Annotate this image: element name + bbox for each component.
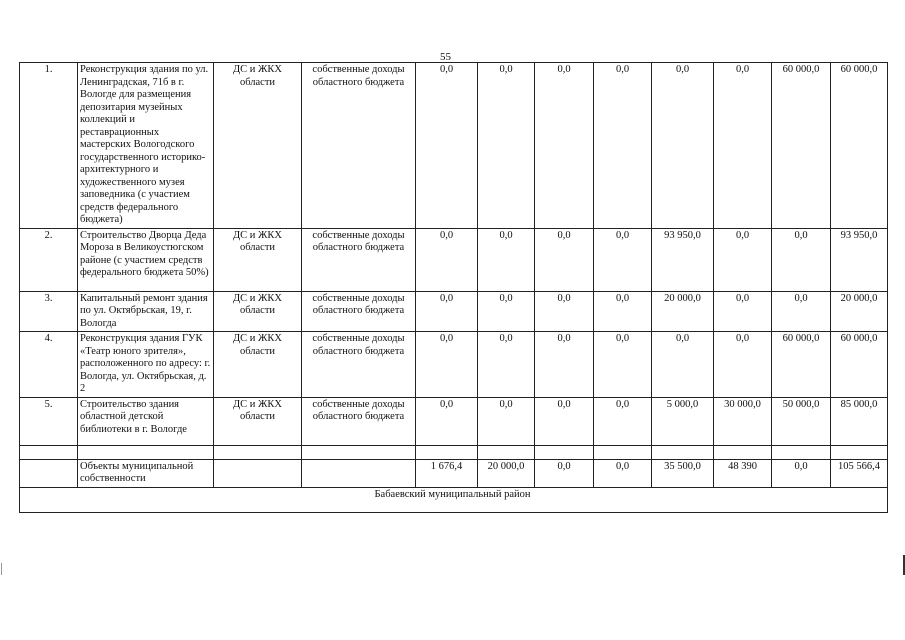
value-cell: 0,0 (535, 397, 594, 445)
row-number: 2. (20, 228, 78, 291)
table-row (20, 332, 888, 398)
value-cell: 0,0 (652, 63, 714, 229)
value-cell: 50 000,0 (772, 397, 831, 445)
value-cell: 30 000,0 (714, 397, 772, 445)
value-cell: 0,0 (416, 397, 478, 445)
total-value-cell: 0,0 (535, 459, 594, 487)
value-cell-total: 93 950,0 (831, 228, 888, 291)
table-row (20, 228, 888, 291)
project-name: Строительство здания областной детской библиотеки в г. Вологде (78, 397, 214, 445)
value-cell: 60 000,0 (772, 332, 831, 398)
value-cell: 0,0 (535, 291, 594, 332)
funding-source: собственные доходы областного бюджета (302, 291, 416, 332)
row-number: 5. (20, 397, 78, 445)
value-cell: 0,0 (478, 63, 535, 229)
value-cell: 0,0 (478, 291, 535, 332)
region-title: Бабаевский муниципальный район (20, 487, 888, 512)
table-row (20, 63, 888, 229)
funding-source: собственные доходы областного бюджета (302, 228, 416, 291)
value-cell: 0,0 (535, 63, 594, 229)
value-cell: 0,0 (416, 63, 478, 229)
project-name: Строительство Дворца Деда Мороза в Великоустюгском районе (с участием средств федерального бюджета 50%) (78, 228, 214, 291)
executor: ДС и ЖКХ области (214, 228, 302, 291)
value-cell: 0,0 (478, 397, 535, 445)
table-row-empty (20, 445, 888, 459)
value-cell: 20 000,0 (652, 291, 714, 332)
total-value-cell: 105 566,4 (831, 459, 888, 487)
table-row-region (20, 487, 888, 512)
executor: ДС и ЖКХ области (214, 291, 302, 332)
page-number: 55 (440, 51, 451, 63)
funding-source: собственные доходы областного бюджета (302, 63, 416, 229)
value-cell: 93 950,0 (652, 228, 714, 291)
row-number: 3. (20, 291, 78, 332)
value-cell: 0,0 (714, 63, 772, 229)
funding-source: собственные доходы областного бюджета (302, 397, 416, 445)
table-row (20, 397, 888, 445)
value-cell: 5 000,0 (652, 397, 714, 445)
project-name: Реконструкция здания по ул. Ленинградская, 71б в г. Вологде для размещения депозитария музейных коллекций и реставрационных мастерских Вологодского государственного историко-архитектурного и художественного музея заповедника (с участием средств федерального бюджета) (78, 63, 214, 229)
value-cell-total: 85 000,0 (831, 397, 888, 445)
table-row (20, 291, 888, 332)
value-cell: 0,0 (478, 228, 535, 291)
value-cell: 0,0 (594, 332, 652, 398)
executor: ДС и ЖКХ области (214, 63, 302, 229)
value-cell: 0,0 (772, 228, 831, 291)
project-name: Реконструкция здания ГУК «Театр юного зрителя», расположенного по адресу: г. Вологда, ул. Октябрьская, д. 2 (78, 332, 214, 398)
total-value-cell: 35 500,0 (652, 459, 714, 487)
value-cell-total: 20 000,0 (831, 291, 888, 332)
value-cell-total: 60 000,0 (831, 332, 888, 398)
total-value-cell: 0,0 (594, 459, 652, 487)
value-cell: 0,0 (478, 332, 535, 398)
total-label: Объекты муниципальной собственности (78, 459, 214, 487)
project-name: Капитальный ремонт здания по ул. Октябрьская, 19, г. Вологда (78, 291, 214, 332)
value-cell: 60 000,0 (772, 63, 831, 229)
total-value-cell: 20 000,0 (478, 459, 535, 487)
row-number: 4. (20, 332, 78, 398)
value-cell: 0,0 (772, 291, 831, 332)
value-cell: 0,0 (416, 291, 478, 332)
value-cell-total: 60 000,0 (831, 63, 888, 229)
total-value-cell: 1 676,4 (416, 459, 478, 487)
value-cell: 0,0 (714, 291, 772, 332)
funding-source: собственные доходы областного бюджета (302, 332, 416, 398)
value-cell: 0,0 (594, 291, 652, 332)
executor: ДС и ЖКХ области (214, 332, 302, 398)
value-cell: 0,0 (416, 332, 478, 398)
budget-table (19, 62, 888, 513)
value-cell: 0,0 (714, 228, 772, 291)
value-cell: 0,0 (594, 228, 652, 291)
value-cell: 0,0 (594, 397, 652, 445)
value-cell: 0,0 (714, 332, 772, 398)
total-value-cell: 0,0 (772, 459, 831, 487)
value-cell: 0,0 (535, 228, 594, 291)
executor: ДС и ЖКХ области (214, 397, 302, 445)
row-number: 1. (20, 63, 78, 229)
value-cell: 0,0 (416, 228, 478, 291)
value-cell: 0,0 (652, 332, 714, 398)
value-cell: 0,0 (594, 63, 652, 229)
table-row-total (20, 459, 888, 487)
scan-artifact (1, 563, 2, 575)
total-value-cell: 48 390 (714, 459, 772, 487)
value-cell: 0,0 (535, 332, 594, 398)
